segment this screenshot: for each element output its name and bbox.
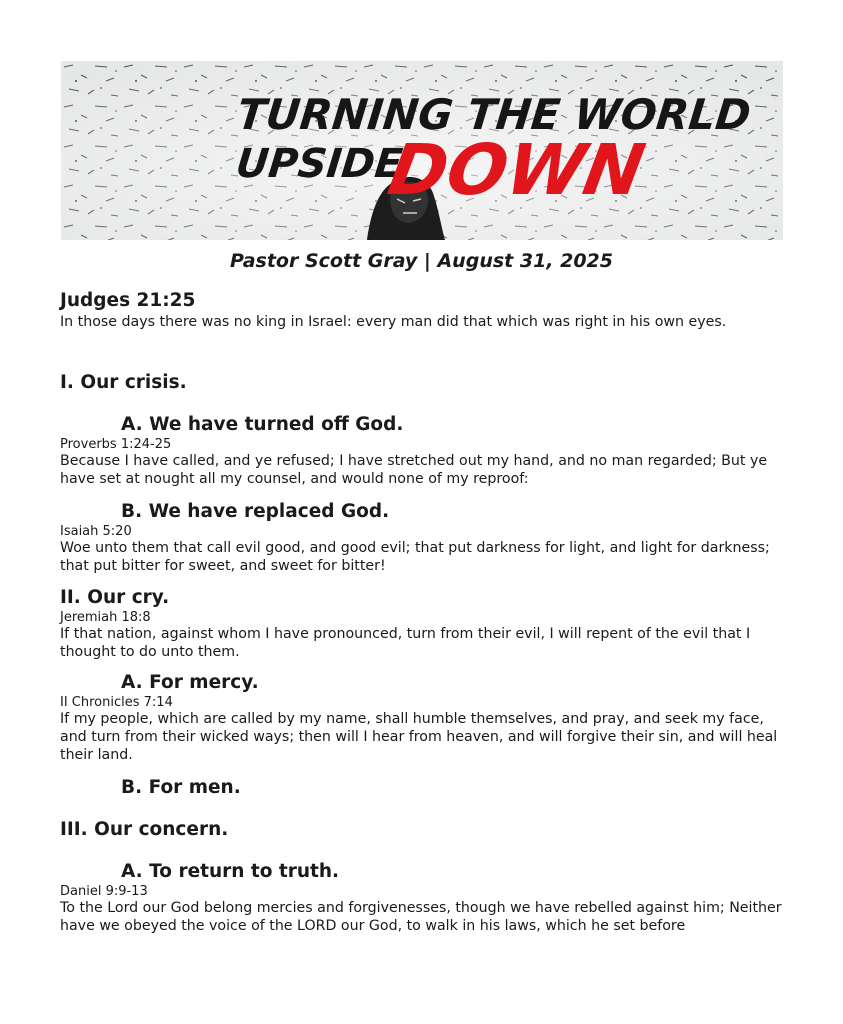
point-2a-heading: A. For mercy.: [121, 672, 259, 693]
banner-artwork: [61, 61, 783, 240]
point-3a-reference: Daniel 9:9-13: [60, 884, 148, 899]
sermon-outline: [60, 289, 790, 935]
banner-title-line1: TURNING THE WORLD: [234, 90, 754, 139]
point-2b-heading: B. For men.: [121, 777, 241, 798]
sermon-banner: [61, 61, 783, 240]
point-1b-heading: B. We have replaced God.: [121, 501, 390, 522]
point-2-heading: II. Our cry.: [60, 587, 170, 608]
point-2-reference: Jeremiah 18:8: [60, 610, 151, 625]
banner-title-upside: UPSIDE: [233, 141, 405, 187]
point-1a-heading: A. We have turned off God.: [121, 414, 404, 435]
point-1b-reference: Isaiah 5:20: [60, 524, 132, 539]
point-1a-text: Because I have called, and ye refused; I have stretched out my hand, and no man regarded; But ye have set at nought all my counsel, and would none of my reproof:: [60, 453, 768, 487]
point-1b-text: Woe unto them that call evil good, and good evil; that put darkness for light, and light for darkness; that put bitter for sweet, and sweet for bitter!: [60, 540, 770, 574]
point-3a-heading: A. To return to truth.: [121, 861, 340, 882]
intro-heading: Judges 21:25: [60, 290, 196, 311]
point-1-heading: I. Our crisis.: [60, 372, 187, 393]
point-3-heading: III. Our concern.: [60, 819, 229, 840]
point-1a-reference: Proverbs 1:24-25: [60, 437, 172, 452]
intro-text: In those days there was no king in Israel: every man did that which was right in his own eyes.: [60, 314, 727, 330]
point-2a-reference: II Chronicles 7:14: [60, 695, 173, 710]
banner-title-down: DOWN: [382, 129, 651, 211]
point-2a-text: If my people, which are called by my name, shall humble themselves, and pray, and seek my face, and turn from their wicked ways; then will I hear from heaven, and will forgive their sin, and will heal their land.: [60, 711, 778, 763]
point-2-text: If that nation, against whom I have pronounced, turn from their evil, I will repent of the evil that I thought to do unto them.: [60, 626, 751, 660]
sermon-byline: Pastor Scott Gray | August 31, 2025: [229, 250, 613, 272]
point-3a-text: To the Lord our God belong mercies and forgivenesses, though we have rebelled against him; Neither have we obeyed the voice of the LORD our God, to walk in his laws, which he set before: [60, 900, 782, 934]
